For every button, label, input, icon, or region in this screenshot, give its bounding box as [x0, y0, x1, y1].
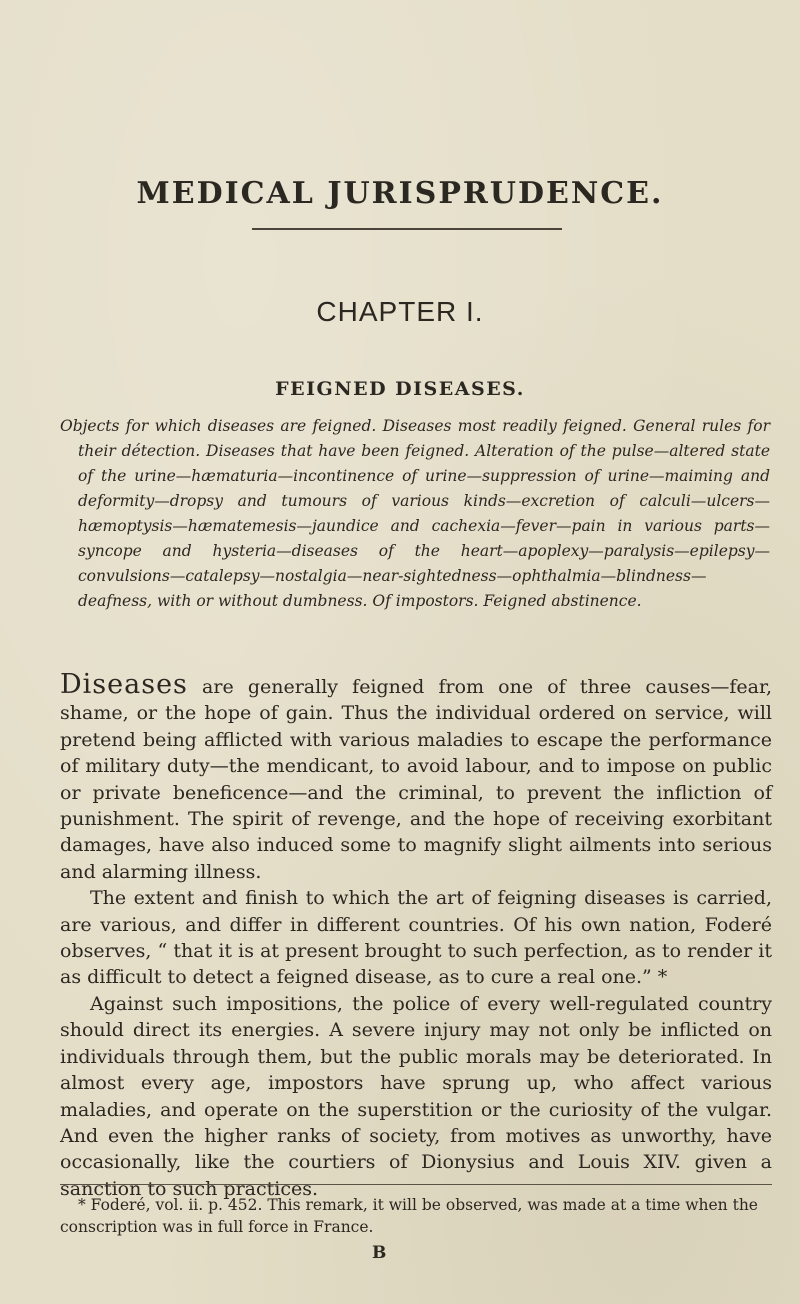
footnote-rule	[60, 1184, 772, 1185]
chapter-synopsis	[60, 414, 770, 614]
chapter-title: FEIGNED DISEASES.	[275, 378, 525, 400]
footnote: * Foderé, vol. ii. p. 452. This remark, it will be observed, was made at a time when the conscription was in full force in France.	[60, 1196, 758, 1236]
paragraph-3: Against such impositions, the police of every well-regulated country should direct its energies. A severe injury may not only be inflicted on individuals through them, but the public morals may be deteriorated. In almost every age, impostors have sprung up, who affect various maladies, and operate on the superstition or the curiosity of the vulgar. And even the higher ranks of society, from motives as unworthy, have occasionally, like the courtiers of Dionysius and Louis XIV. given a sanction to such practices.	[60, 992, 772, 1200]
drop-cap-word: Diseases	[60, 669, 188, 700]
paragraph-2: The extent and finish to which the art of feigning diseases is carried, are various, and differ in different countries. Of his own nation, Foderé observes, “ that it is at present brought to such perfection, as to render it as difficult to detect a feigned disease, as to cure a real one.” *	[60, 887, 772, 989]
paragraph-1	[60, 669, 772, 885]
paragraph-1-text: are generally feigned from one of three causes—fear, shame, or the hope of gain. Thus the individual ordered on service, will pretend being afflicted with various maladies to escape the performance of military duty—the mendicant, to avoid labour, and to impose on public or private beneficence—and the criminal, to prevent the infliction of punishment. The spirit of revenge, and the hope of receiving exorbitant damages, have also induced some to magnify slight ailments into serious and alarming illness.	[60, 676, 772, 883]
chapter-heading: CHAPTER I.	[316, 296, 484, 327]
running-head: MEDICAL JURISPRUDENCE.	[136, 176, 664, 211]
header-rule	[252, 228, 562, 230]
signature-mark: B	[372, 1243, 387, 1263]
synopsis-text: Objects for which diseases are feigned. Diseases most readily feigned. General rules for their détection. Diseases that have been feigned. Alteration of the pulse—altered state of the urine—hæmaturia—incontinence of urine—suppression of urine—maiming and deformity—dropsy and tumours of various kinds—excretion of calculi—ulcers—hæmoptysis—hæmatemesis—jaundice and cachexia—fever—pain in various parts—syncope and hysteria—diseases of the heart—apoplexy—paralysis—epilepsy—convulsions—catalepsy—nostalgia—near-sightedness—ophthalmia—blindness—deafness, with or without dumbness. Of impostors. Feigned abstinence.	[60, 417, 770, 610]
body-text	[60, 669, 772, 1202]
